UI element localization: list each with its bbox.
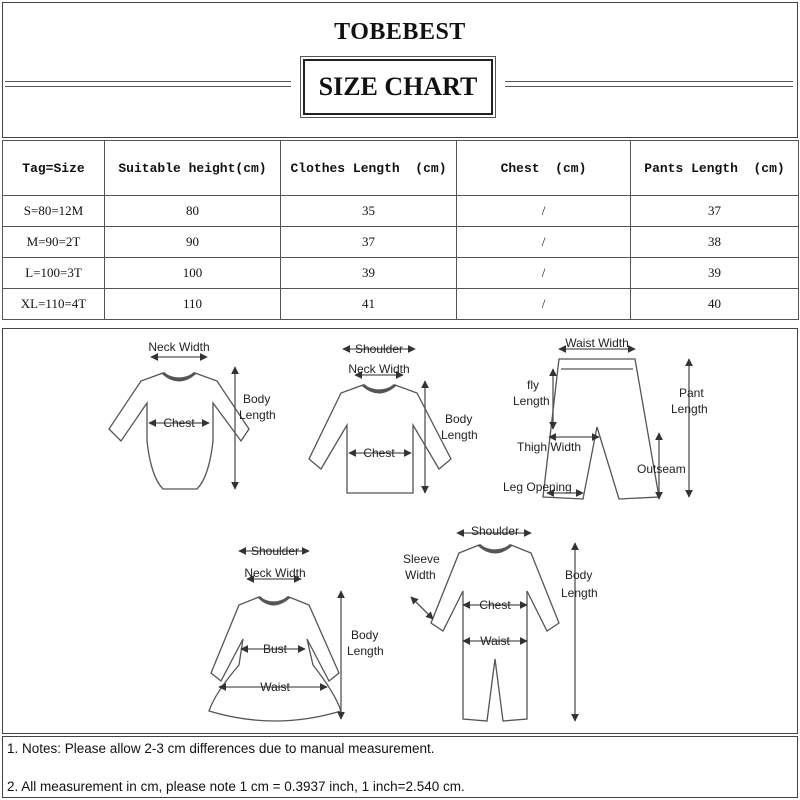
- dress-neck-width-label: Neck Width: [244, 566, 306, 580]
- table-cell: 39: [281, 258, 457, 289]
- table-row: [3, 227, 799, 258]
- table-header-row: [3, 141, 799, 196]
- dress-shoulder-label: Shoulder: [250, 544, 300, 558]
- left-divider-rule: [5, 86, 291, 87]
- pants-fly-length-label: Length: [513, 394, 550, 408]
- bodysuit-collar: [163, 373, 195, 380]
- dress-bust-label: Bust: [262, 642, 288, 656]
- size-table: [2, 140, 799, 320]
- table-row: [3, 258, 799, 289]
- romper-length-label: Length: [561, 586, 598, 600]
- table-cell: M=90=2T: [3, 227, 105, 258]
- left-divider-rule: [5, 81, 291, 82]
- pants-outline: [543, 359, 659, 499]
- table-cell: 40: [631, 289, 799, 320]
- header-panel: [2, 2, 798, 138]
- dress-waist-label: Waist: [260, 680, 290, 694]
- sweater-collar: [363, 385, 395, 392]
- table-cell: L=100=3T: [3, 258, 105, 289]
- pants-thigh-width-label: Thigh Width: [517, 440, 582, 454]
- note-line: 1. Notes: Please allow 2-3 cm differences due to manual measurement.: [7, 741, 435, 756]
- table-row: [3, 196, 799, 227]
- table-cell: XL=110=4T: [3, 289, 105, 320]
- table-cell: 39: [631, 258, 799, 289]
- sweater-neck-width-label: Neck Width: [348, 362, 410, 376]
- table-cell: /: [457, 227, 631, 258]
- romper-outline: [431, 545, 559, 721]
- table-row: [3, 289, 799, 320]
- column-header-tag-size: Tag=Size: [3, 141, 105, 196]
- romper-shoulder-label: Shoulder: [470, 524, 520, 538]
- sleeve-width-arrow: [411, 597, 433, 619]
- romper-collar: [479, 545, 511, 552]
- bodysuit-neck-width-label: Neck Width: [148, 340, 210, 354]
- table-cell: 37: [631, 196, 799, 227]
- pants-pant-label: Pant: [679, 386, 704, 400]
- dress-outline: [209, 597, 341, 721]
- table-cell: 90: [105, 227, 281, 258]
- table-cell: /: [457, 258, 631, 289]
- measurement-diagrams: [2, 328, 798, 734]
- notes-panel: [2, 736, 798, 798]
- brand-title: TOBEBEST: [334, 19, 466, 45]
- pants-leg-opening-label: Leg Opening: [503, 480, 572, 494]
- pants-fly-label: fly: [527, 378, 539, 392]
- column-header-pants-length: Pants Length (cm): [631, 141, 799, 196]
- bodysuit-length-label: Length: [239, 408, 276, 422]
- size-chart-text: SIZE CHART: [318, 72, 478, 101]
- table-cell: 80: [105, 196, 281, 227]
- pants-waist-width-label: Waist Width: [565, 336, 629, 350]
- column-header-chest: Chest (cm): [457, 141, 631, 196]
- table-cell: 38: [631, 227, 799, 258]
- romper-body-label: Body: [565, 568, 593, 582]
- bodysuit-chest-label: Chest: [163, 416, 195, 430]
- table-cell: 35: [281, 196, 457, 227]
- sweater-outline: [309, 385, 451, 493]
- table-cell: 41: [281, 289, 457, 320]
- bodysuit-outline: [109, 373, 249, 489]
- romper-sleeve-label: Sleeve: [403, 552, 440, 566]
- table-cell: S=80=12M: [3, 196, 105, 227]
- pants-outseam-label: Outseam: [637, 462, 686, 476]
- dress-body-label: Body: [351, 628, 379, 642]
- romper-waist-label: Waist: [480, 634, 510, 648]
- table-cell: /: [457, 196, 631, 227]
- table-cell: 110: [105, 289, 281, 320]
- romper-width-label: Width: [405, 568, 436, 582]
- size-chart-label: [303, 59, 493, 115]
- column-header-height: Suitable height(cm): [105, 141, 281, 196]
- dress-collar: [259, 597, 289, 604]
- pants-length-label: Length: [671, 402, 708, 416]
- table-cell: 100: [105, 258, 281, 289]
- right-divider-rule: [505, 86, 793, 87]
- romper-chest-label: Chest: [479, 598, 511, 612]
- right-divider-rule: [505, 81, 793, 82]
- sweater-length-label: Length: [441, 428, 478, 442]
- pants-diagram: [543, 349, 689, 499]
- diagram-canvas: [3, 329, 797, 733]
- table-cell: /: [457, 289, 631, 320]
- bodysuit-body-label: Body: [243, 392, 271, 406]
- dress-length-label: Length: [347, 644, 384, 658]
- note-line: 2. All measurement in cm, please note 1 cm = 0.3937 inch, 1 inch=2.540 cm.: [7, 779, 465, 794]
- sweater-body-label: Body: [445, 412, 473, 426]
- sweater-chest-label: Chest: [363, 446, 395, 460]
- sweater-shoulder-label: Shoulder: [354, 342, 404, 356]
- table-cell: 37: [281, 227, 457, 258]
- column-header-clothes-length: Clothes Length (cm): [281, 141, 457, 196]
